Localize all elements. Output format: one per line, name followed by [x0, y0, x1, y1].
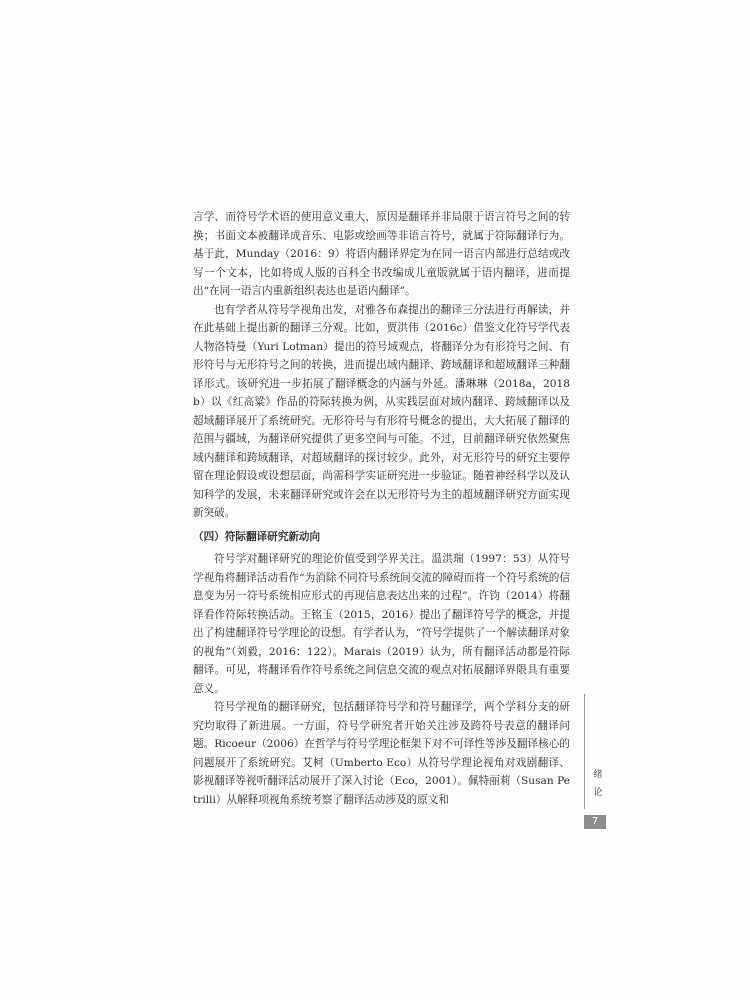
page-number: 7 — [584, 815, 606, 829]
paragraph: 符号学对翻译研究的理论价值受到学界关注。温洪瑞（1997：53）从符号学视角将翻译活动看作“为消除不同符号系统间交流的障碍而将一个符号系统的信息变为另一符号系统相应形式的再现信息表达出来的过程”。许钧（2014）将翻译看作符际转换活动。王铭玉（2015，2016）提出了翻译符号学的概念，并提出了构建翻译符号学理论的设想。有学者认为，“符号学提供了一个解读翻译对象的视角”（刘毅，2016：122）。Marais（2019）认为，所有翻译活动都是符际翻译。可见，将翻译看作符号系统之间信息交流的观点对拓展翻译界限具有重要意义。 — [193, 553, 570, 695]
paragraph: 言学、而符号学术语的使用意义重大，原因是翻译并非局限于语言符号之间的转换；书面文本被翻译成音乐、电影或绘画等非语言符号，就属于符际翻译行为。基于此，Munday（2016：9）将语内翻译界定为在同一语言内部进行总结或改写一个文本，比如将成人版的百科全书改编成儿童版就属于语内翻译，进而提出“在同一语言内重新组织表达也是语内翻译”。 — [193, 211, 570, 297]
paragraph: 也有学者从符号学视角出发，对雅各布森提出的翻译三分法进行再解读，并在此基础上提出新的翻译三分观。比如，贾洪伟（2016c）借鉴文化符号学代表人物洛特曼（Yuri Lotman）提出的符号域观点，将翻译分为有形符号之间、有形符号与无形符号之间的转换，进而提出域内翻译、跨域翻译和超域翻译三种翻译形式。该研究进一步拓展了翻译概念的内涵与外延。潘琳琳（2018a，2018b）以《红高粱》作品的符际转换为例，从实践层面对域内翻译、跨域翻译以及超域翻译展开了系统研究。无形符号与有形符号概念的提出，大大拓展了翻译的范围与疆域，为翻译研究提供了更多空间与可能。不过，目前翻译研究依然聚焦域内翻译和跨域翻译，对超域翻译的探讨较少。此外，对无形符号的研究主要停留在理论假设或设想层面，尚需科学实证研究进一步验证。随着神经科学以及认知科学的发展，未来翻译研究或许会在以无形符号为主的超域翻译研究方面实现新突破。 — [193, 303, 570, 519]
main-text — [193, 208, 570, 809]
chapter-label: 绪论 — [593, 770, 603, 798]
margin-rule — [584, 694, 585, 809]
paragraph: 符号学视角的翻译研究，包括翻译符号学和符号翻译学，两个学科分支的研究均取得了新进展。一方面，符号学研究者开始关注涉及跨符号表意的翻译问题。Ricoeur（2006）在哲学与符号学理论框架下对不可译性等涉及翻译核心的问题展开了系统研究。艾柯（Umberto Eco）从符号学理论视角对戏剧翻译、影视翻译等视听翻译活动展开了深入讨论（Eco，2001）。佩特丽莉（Susan Petrilli）从解释项视角系统考察了翻译活动涉及的原文和 — [193, 701, 570, 806]
section-heading: （四）符际翻译研究新动向 — [193, 530, 321, 543]
